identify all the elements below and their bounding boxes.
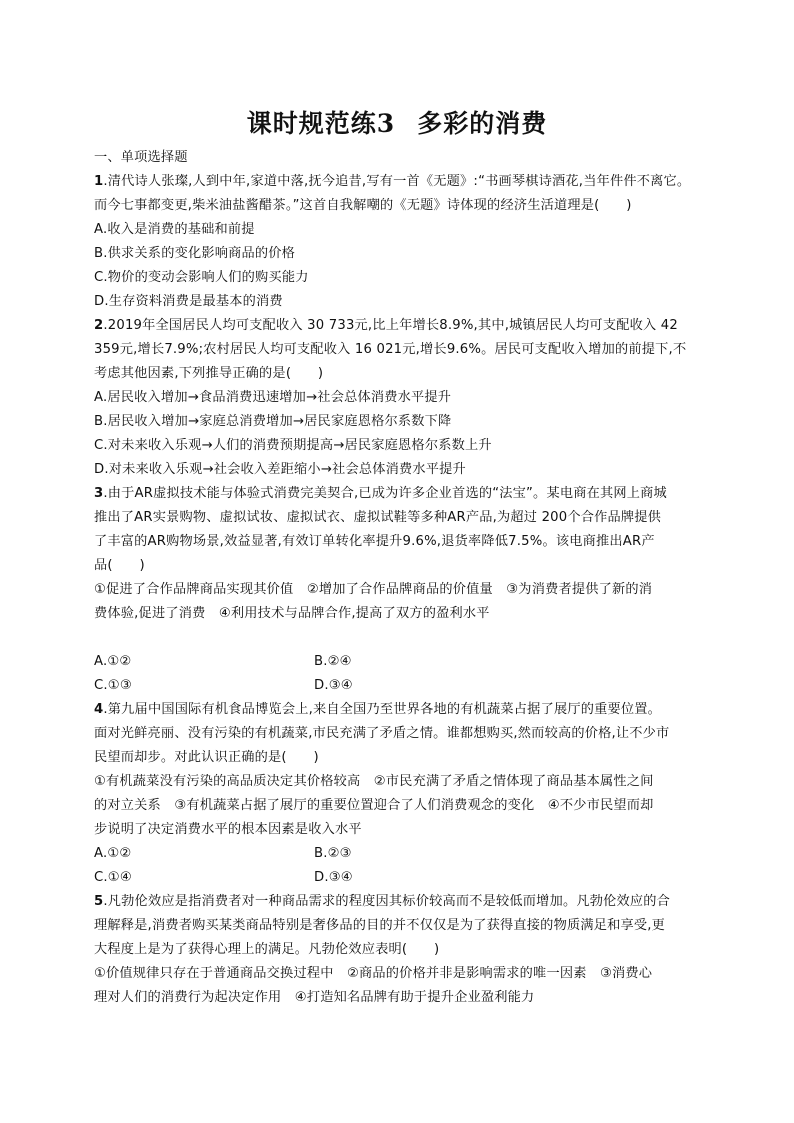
q4-option-a: A.①②	[94, 846, 132, 861]
question-4-line-3: 民望而却步。对此认识正确的是( )	[94, 750, 319, 765]
title-main: 课时规范练3	[246, 109, 396, 138]
question-number: 1	[94, 174, 104, 189]
question-3-line-2: 推出了AR实景购物、虚拟试妆、虚拟试衣、虚拟试鞋等多种AR产品,为超过 200个合作品牌提供	[94, 510, 662, 525]
q4-option-d: D.③④	[314, 870, 353, 885]
q4-statements-line-1: ①有机蔬菜没有污染的高品质决定其价格较高 ②市民充满了矛盾之情体现了商品基本属性之间	[94, 774, 654, 789]
q3-option-d: D.③④	[314, 678, 353, 693]
q4-options-row-1	[94, 842, 352, 866]
question-number: 4	[94, 702, 104, 717]
page-title	[0, 104, 794, 140]
q4-options-row-2	[94, 866, 353, 890]
question-1-line-1	[94, 170, 690, 194]
q2-option-b: B.居民收入增加→家庭总消费增加→居民家庭恩格尔系数下降	[94, 414, 452, 429]
q2-option-d: D.对未来收入乐观→社会收入差距缩小→社会总体消费水平提升	[94, 462, 466, 477]
question-1-line-2: 而今七事都变更,柴米油盐酱醋茶。”这首自我解嘲的《无题》诗体现的经济生活道理是( )	[94, 198, 632, 213]
q3-option-a: A.①②	[94, 654, 132, 669]
q1-option-b: B.供求关系的变化影响商品的价格	[94, 246, 296, 261]
question-text: .清代诗人张璨,人到中年,家道中落,抚今追昔,写有一首《无题》:“书画琴棋诗酒花,当年件件不离它。	[103, 174, 691, 189]
question-3-line-1	[94, 482, 667, 506]
question-text: .2019年全国居民人均可支配收入 30 733元,比上年增长8.9%,其中,城镇居民人均可支配收入 42	[103, 318, 678, 333]
question-4-line-1	[94, 698, 661, 722]
q1-option-a: A.收入是消费的基础和前提	[94, 222, 255, 237]
q3-option-c: C.①③	[94, 678, 132, 693]
question-text: .由于AR虚拟技术能与体验式消费完美契合,已成为许多企业首选的“法宝”。某电商在其网上商城	[103, 486, 667, 501]
question-text: .凡勃伦效应是指消费者对一种商品需求的程度因其标价较高而不是较低而增加。凡勃伦效应的合	[103, 894, 671, 909]
q2-option-a: A.居民收入增加→食品消费迅速增加→社会总体消费水平提升	[94, 390, 452, 405]
question-number: 3	[94, 486, 104, 501]
q1-option-d: D.生存资料消费是最基本的消费	[94, 294, 283, 309]
section-heading: 一、单项选择题	[94, 150, 188, 165]
question-5-line-3: 大程度上是为了获得心理上的满足。凡勃伦效应表明( )	[94, 942, 440, 957]
title-sub: 多彩的消费	[417, 109, 548, 138]
question-5-line-2: 理解释是,消费者购买某类商品特别是奢侈品的目的并不仅仅是为了获得直接的物质满足和享受,更	[94, 918, 666, 933]
q5-statements-line-2: 理对人们的消费行为起决定作用 ④打造知名品牌有助于提升企业盈利能力	[94, 990, 535, 1005]
q4-option-c: C.①④	[94, 870, 132, 885]
q3-option-b: B.②④	[314, 654, 352, 669]
q3-options-row-1	[94, 650, 352, 674]
question-number: 2	[94, 318, 104, 333]
question-5-line-1	[94, 890, 670, 914]
question-2-line-1	[94, 314, 678, 338]
q3-statements-line-1: ①促进了合作品牌商品实现其价值 ②增加了合作品牌商品的价值量 ③为消费者提供了新的消	[94, 582, 653, 597]
q2-option-c: C.对未来收入乐观→人们的消费预期提高→居民家庭恩格尔系数上升	[94, 438, 492, 453]
question-3-line-4: 品( )	[94, 558, 145, 573]
q3-statements-line-2: 费体验,促进了消费 ④利用技术与品牌合作,提高了双方的盈利水平	[94, 606, 490, 621]
q4-statements-line-3: 步说明了决定消费水平的根本因素是收入水平	[94, 822, 362, 837]
q5-statements-line-1: ①价值规律只存在于普通商品交换过程中 ②商品的价格并非是影响需求的唯一因素 ③消费心	[94, 966, 653, 981]
question-3-line-3: 了丰富的AR购物场景,效益显著,有效订单转化率提升9.6%,退货率降低7.5%。该电商推出AR产	[94, 534, 655, 549]
q4-option-b: B.②③	[314, 846, 352, 861]
question-4-line-2: 面对光鲜亮丽、没有污染的有机蔬菜,市民充满了矛盾之情。谁都想购买,然而较高的价格,让不少市	[94, 726, 670, 741]
q4-statements-line-2: 的对立关系 ③有机蔬菜占据了展厅的重要位置迎合了人们消费观念的变化 ④不少市民望而却	[94, 798, 654, 813]
question-2-line-2: 359元,增长7.9%;农村居民人均可支配收入 16 021元,增长9.6%。居民可支配收入增加的前提下,不	[94, 342, 687, 357]
question-2-line-3: 考虑其他因素,下列推导正确的是( )	[94, 366, 324, 381]
q1-option-c: C.物价的变动会影响人们的购买能力	[94, 270, 309, 285]
question-text: .第九届中国国际有机食品博览会上,来自全国乃至世界各地的有机蔬菜占据了展厅的重要位置。	[103, 702, 662, 717]
question-number: 5	[94, 894, 104, 909]
q3-options-row-2	[94, 674, 353, 698]
